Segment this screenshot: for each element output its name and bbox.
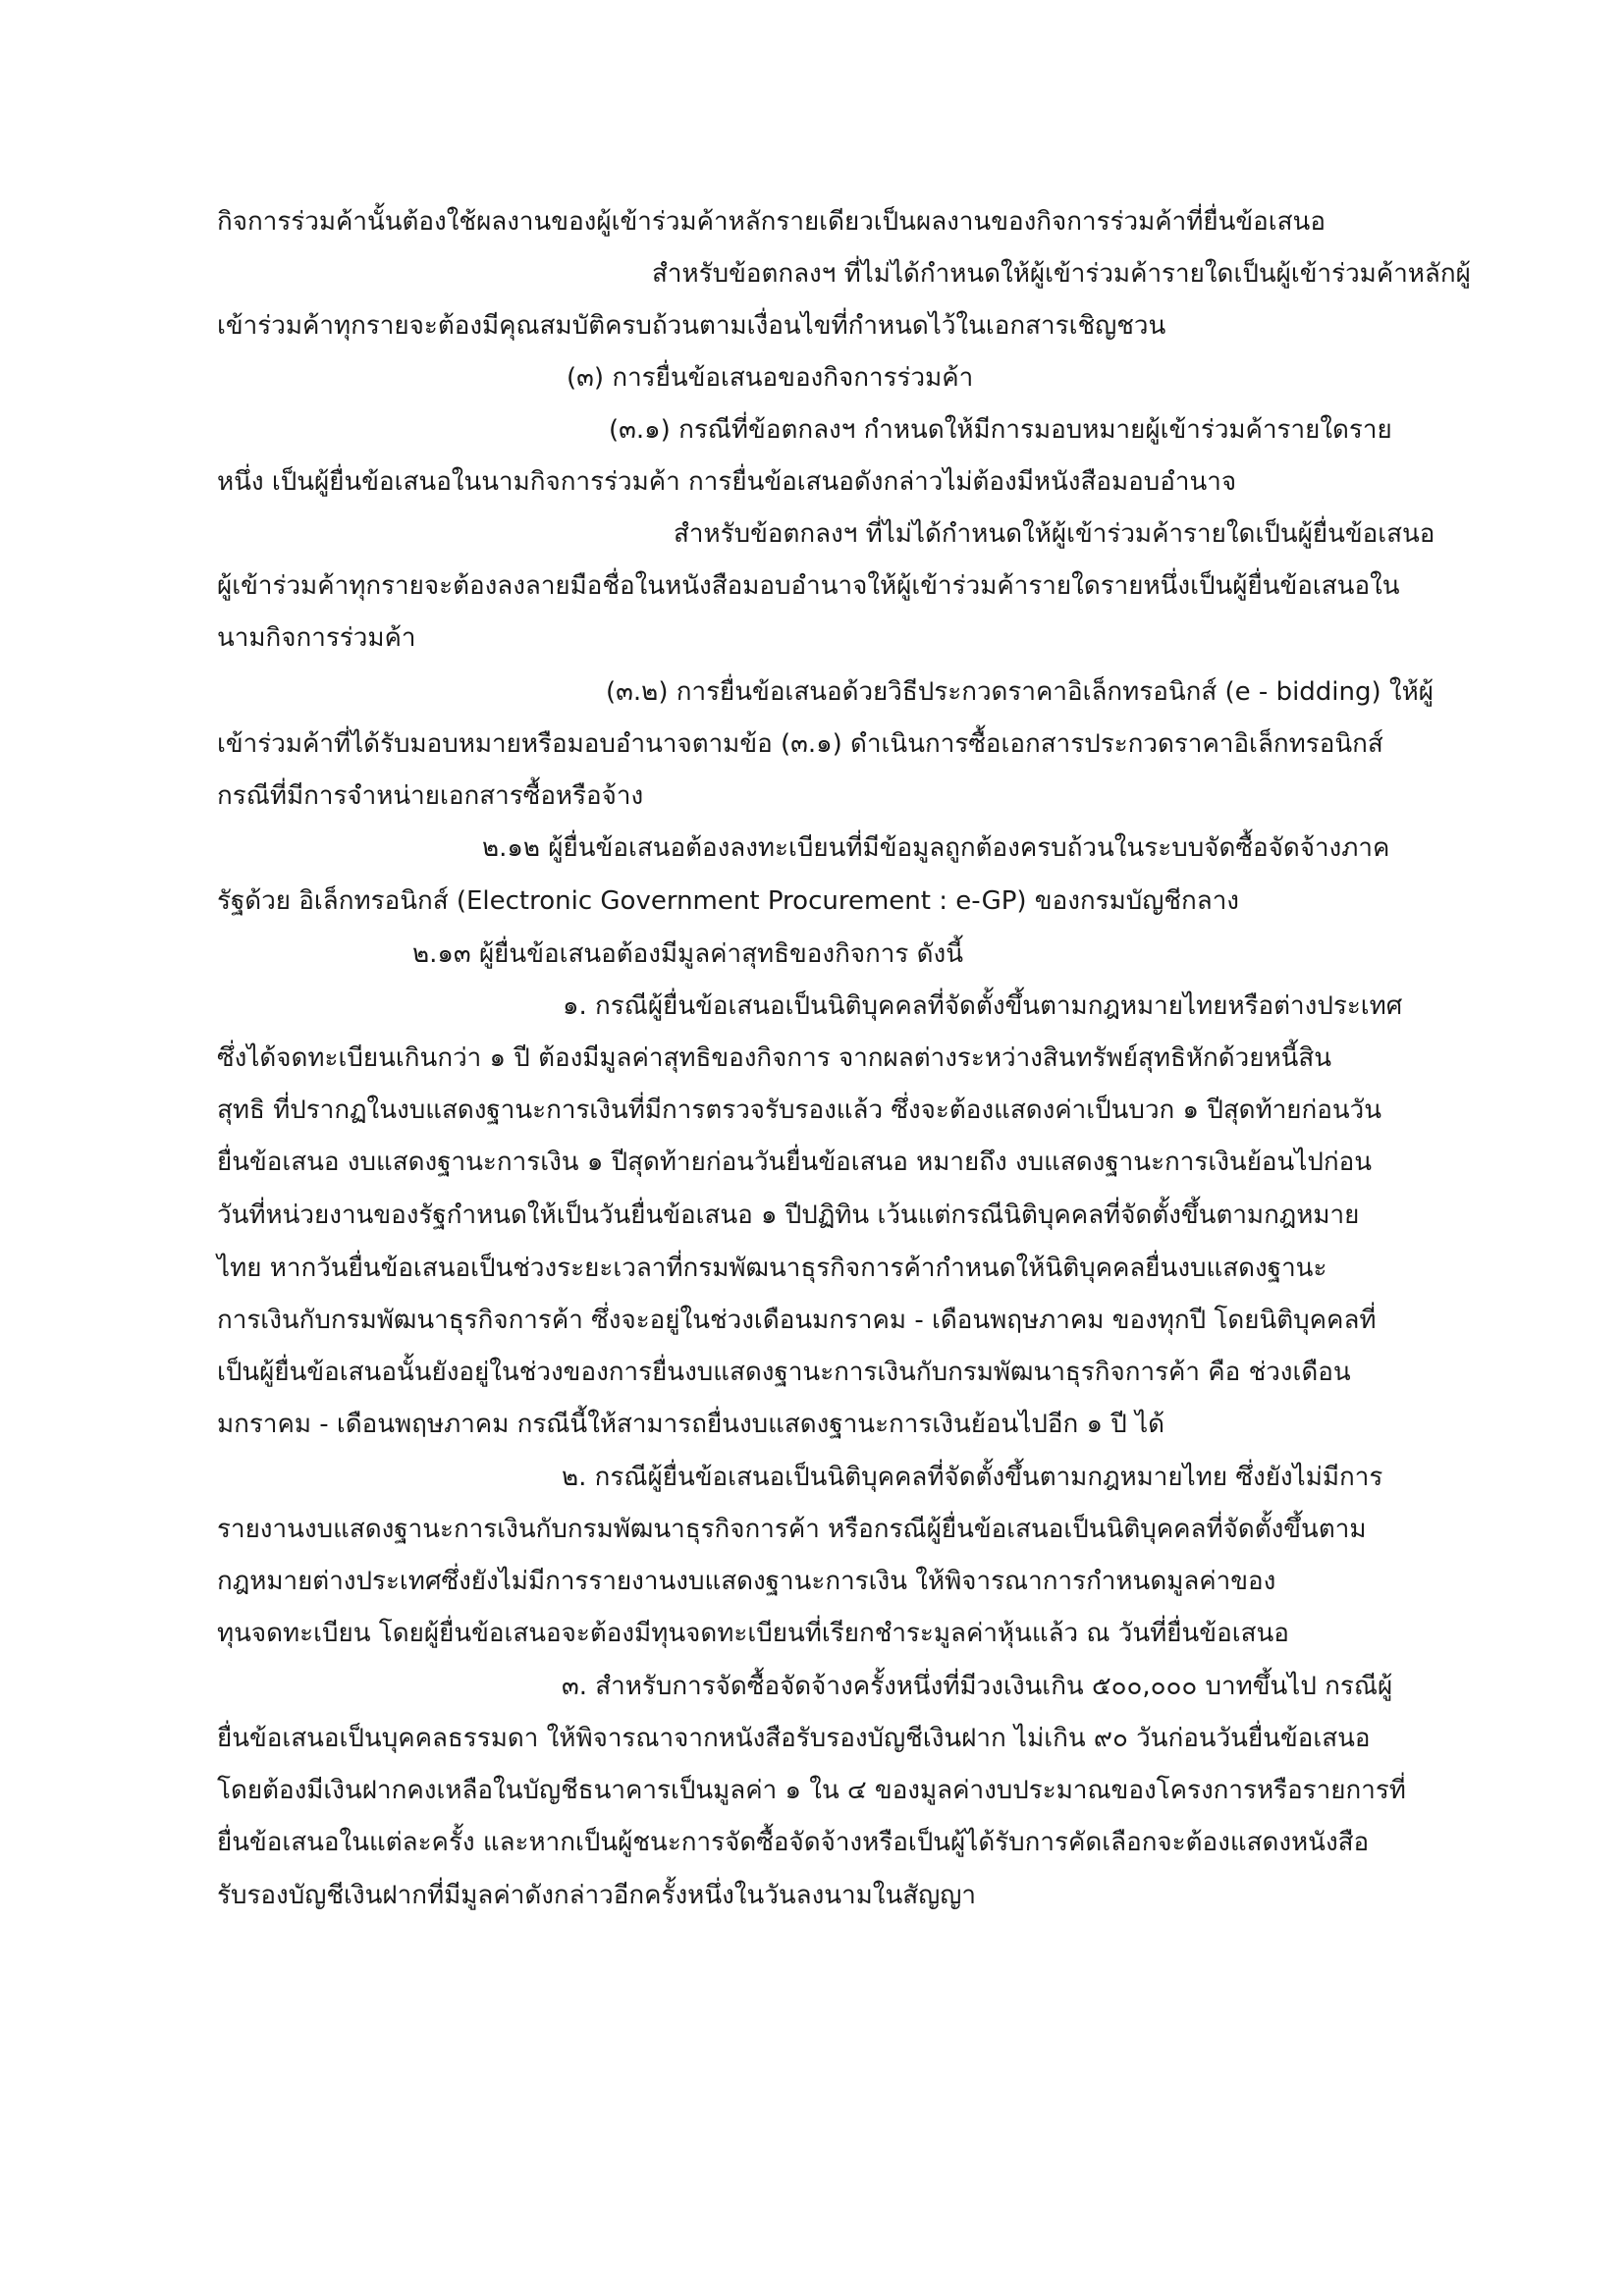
text-line: เข้าร่วมค้าทุกรายจะต้องมีคุณสมบัติครบถ้วนตามเงื่อนไขที่กำหนดไว้ในเอกสารเชิญชวน	[217, 311, 1166, 341]
text-line: วันที่หน่วยงานของรัฐกำหนดให้เป็นวันยื่นข้อเสนอ ๑ ปีปฏิทิน เว้นแต่กรณีนิติบุคคลที่จัดตั้งขึ้นตามกฎหมาย	[217, 1201, 1360, 1230]
text-line: สำหรับข้อตกลงฯ ที่ไม่ได้กำหนดให้ผู้เข้าร่วมค้ารายใดเป็นผู้ยื่นข้อเสนอ	[674, 519, 1435, 549]
text-line: กรณีที่มีการจำหน่ายเอกสารซื้อหรือจ้าง	[217, 781, 644, 811]
text-line: การเงินกับกรมพัฒนาธุรกิจการค้า ซึ่งจะอยู่ในช่วงเดือนมกราคม - เดือนพฤษภาคม ของทุกปี โดยนิติบุคคลที่	[217, 1306, 1377, 1335]
text-line: ซึ่งได้จดทะเบียนเกินกว่า ๑ ปี ต้องมีมูลค่าสุทธิของกิจการ จากผลต่างระหว่างสินทรัพย์สุทธิหักด้วยหนี้สิน	[217, 1043, 1332, 1073]
text-line: เข้าร่วมค้าที่ได้รับมอบหมายหรือมอบอำนาจตามข้อ (๓.๑) ดำเนินการซื้อเอกสารประกวดราคาอิเล็กทรอนิกส์	[217, 729, 1383, 759]
text-line: ยื่นข้อเสนอ งบแสดงฐานะการเงิน ๑ ปีสุดท้ายก่อนวันยื่นข้อเสนอ หมายถึง งบแสดงฐานะการเงินย้อนไปก่อน	[217, 1148, 1373, 1177]
text-line: (๓.๑) กรณีที่ข้อตกลงฯ กำหนดให้มีการมอบหมายผู้เข้าร่วมค้ารายใดราย	[609, 415, 1392, 445]
text-line: มกราคม - เดือนพฤษภาคม กรณีนี้ให้สามารถยื่นงบแสดงฐานะการเงินย้อนไปอีก ๑ ปี ได้	[217, 1410, 1165, 1439]
text-line: หนึ่ง เป็นผู้ยื่นข้อเสนอในนามกิจการร่วมค้า การยื่นข้อเสนอดังกล่าวไม่ต้องมีหนังสือมอบอำนาจ	[217, 467, 1237, 497]
text-line: นามกิจการร่วมค้า	[217, 623, 416, 653]
text-line: ๑. กรณีผู้ยื่นข้อเสนอเป็นนิติบุคคลที่จัดตั้งขึ้นตามกฎหมายไทยหรือต่างประเทศ	[563, 991, 1403, 1021]
text-line: รายงานงบแสดงฐานะการเงินกับกรมพัฒนาธุรกิจการค้า หรือกรณีผู้ยื่นข้อเสนอเป็นนิติบุคคลที่จัดตั้งขึ้นตาม	[217, 1515, 1367, 1544]
text-line: ยื่นข้อเสนอในแต่ละครั้ง และหากเป็นผู้ชนะการจัดซื้อจัดจ้างหรือเป็นผู้ได้รับการคัดเลือกจะต้องแสดงหนังสือ	[217, 1828, 1370, 1857]
text-line: ๓. สำหรับการจัดซื้อจัดจ้างครั้งหนึ่งที่มีวงเงินเกิน ๕๐๐,๐๐๐ บาทขึ้นไป กรณีผู้	[562, 1672, 1393, 1701]
text-line: ๒.๑๓ ผู้ยื่นข้อเสนอต้องมีมูลค่าสุทธิของกิจการ ดังนี้	[412, 939, 963, 969]
text-line: สุทธิ ที่ปรากฏในงบแสดงฐานะการเงินที่มีการตรวจรับรองแล้ว ซึ่งจะต้องแสดงค่าเป็นบวก ๑ ปีสุดท้ายก่อนวัน	[217, 1095, 1382, 1125]
text-line: ทุนจดทะเบียน โดยผู้ยื่นข้อเสนอจะต้องมีทุนจดทะเบียนที่เรียกชำระมูลค่าหุ้นแล้ว ณ วันที่ยื่นข้อเสนอ	[217, 1619, 1289, 1648]
text-line: ๒. กรณีผู้ยื่นข้อเสนอเป็นนิติบุคคลที่จัดตั้งขึ้นตามกฎหมายไทย ซึ่งยังไม่มีการ	[562, 1463, 1383, 1492]
text-line: ยื่นข้อเสนอเป็นบุคคลธรรมดา ให้พิจารณาจากหนังสือรับรองบัญชีเงินฝาก ไม่เกิน ๙๐ วันก่อนวันยื่นข้อเสนอ	[217, 1724, 1371, 1753]
text-line: ไทย หากวันยื่นข้อเสนอเป็นช่วงระยะเวลาที่กรมพัฒนาธุรกิจการค้ากำหนดให้นิติบุคคลยื่นงบแสดงฐานะ	[217, 1254, 1327, 1283]
text-line: สำหรับข้อตกลงฯ ที่ไม่ได้กำหนดให้ผู้เข้าร่วมค้ารายใดเป็นผู้เข้าร่วมค้าหลักผู้	[652, 259, 1471, 289]
text-line: กิจการร่วมค้านั้นต้องใช้ผลงานของผู้เข้าร่วมค้าหลักรายเดียวเป็นผลงานของกิจการร่วมค้าที่ยื่นข้อเสนอ	[217, 207, 1326, 237]
text-line: (๓) การยื่นข้อเสนอของกิจการร่วมค้า	[567, 363, 974, 393]
text-line: รัฐด้วย อิเล็กทรอนิกส์ (Electronic Government Procurement : e-GP) ของกรมบัญชีกลาง	[217, 886, 1240, 916]
text-line: ผู้เข้าร่วมค้าทุกรายจะต้องลงลายมือชื่อในหนังสือมอบอำนาจให้ผู้เข้าร่วมค้ารายใดรายหนึ่งเป็นผู้ยื่นข้อเสนอใน	[217, 571, 1400, 601]
text-line: โดยต้องมีเงินฝากคงเหลือในบัญชีธนาคารเป็นมูลค่า ๑ ใน ๔ ของมูลค่างบประมาณของโครงการหรือรายการที่	[217, 1776, 1406, 1805]
text-line: กฎหมายต่างประเทศซึ่งยังไม่มีการรายงานงบแสดงฐานะการเงิน ให้พิจารณาการกำหนดมูลค่าของ	[217, 1567, 1276, 1596]
text-line: (๓.๒) การยื่นข้อเสนอด้วยวิธีประกวดราคาอิเล็กทรอนิกส์ (e - bidding) ให้ผู้	[606, 677, 1434, 707]
text-line: เป็นผู้ยื่นข้อเสนอนั้นยังอยู่ในช่วงของการยื่นงบแสดงฐานะการเงินกับกรมพัฒนาธุรกิจการค้า คือ ช่วงเดือน	[217, 1358, 1351, 1387]
text-line: ๒.๑๒ ผู้ยื่นข้อเสนอต้องลงทะเบียนที่มีข้อมูลถูกต้องครบถ้วนในระบบจัดซื้อจัดจ้างภาค	[482, 833, 1390, 863]
text-line: รับรองบัญชีเงินฝากที่มีมูลค่าดังกล่าวอีกครั้งหนึ่งในวันลงนามในสัญญา	[217, 1881, 977, 1910]
